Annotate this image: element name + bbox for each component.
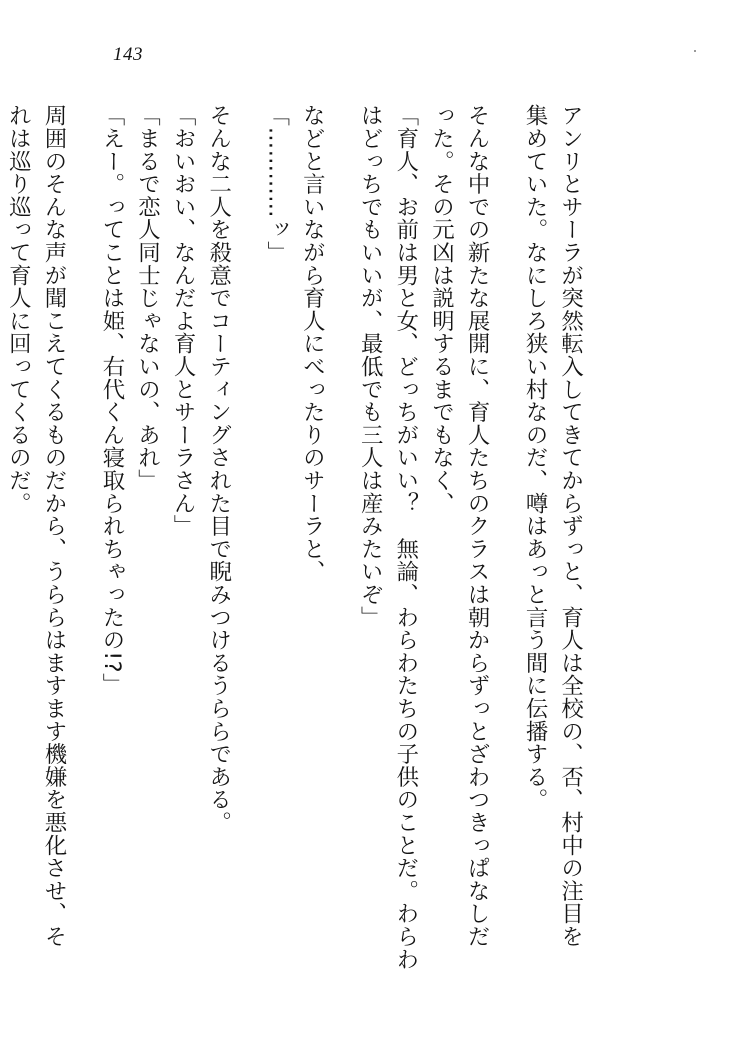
text-line: った。その元凶は説明するまでもなく、 xyxy=(428,104,455,515)
text-line: 周囲のそんな声が聞こえてくるものだから、うららはますます機嫌を悪化させ、そ xyxy=(40,104,67,948)
text-line: はどっちでもいいが、最低でも三人は産みたいぞ」 xyxy=(357,104,384,629)
text-line: そんな二人を殺意でコーティングされた目で睨みつけるうららである。 xyxy=(205,104,232,834)
text-line: などと言いながら育人にべったりのサーラと、 xyxy=(299,104,326,583)
text-line: 「えー。ってことは姫、右代くん寝取られちゃったの!?」 xyxy=(98,104,125,696)
corner-mark xyxy=(694,50,696,52)
text-line: 「…………ッ」 xyxy=(263,104,290,264)
text-line: 「まるで恋人同士じゃないの、あれ」 xyxy=(134,104,161,492)
vertical-body-text xyxy=(5,104,610,984)
page-number: 143 xyxy=(113,44,143,65)
text-line: そんな中での新たな展開に、育人たちのクラスは朝からずっとざわつきっぱなしだ xyxy=(464,104,491,948)
text-line: 「育人、お前は男と女、どっちがいい？ 無論、わらわたちの子供のことだ。わらわ xyxy=(392,104,419,971)
text-line: アンリとサーラが突然転入してきてからずっと、育人は全校の、否、村中の注目を xyxy=(557,104,584,948)
text-line: れは巡り巡って育人に回ってくるのだ。 xyxy=(5,104,32,515)
text-line: 「おいおい、なんだよ育人とサーラさん」 xyxy=(170,104,197,538)
text-line: 集めていた。なにしろ狭い村なのだ、噂はあっと言う間に伝播する。 xyxy=(522,104,549,811)
